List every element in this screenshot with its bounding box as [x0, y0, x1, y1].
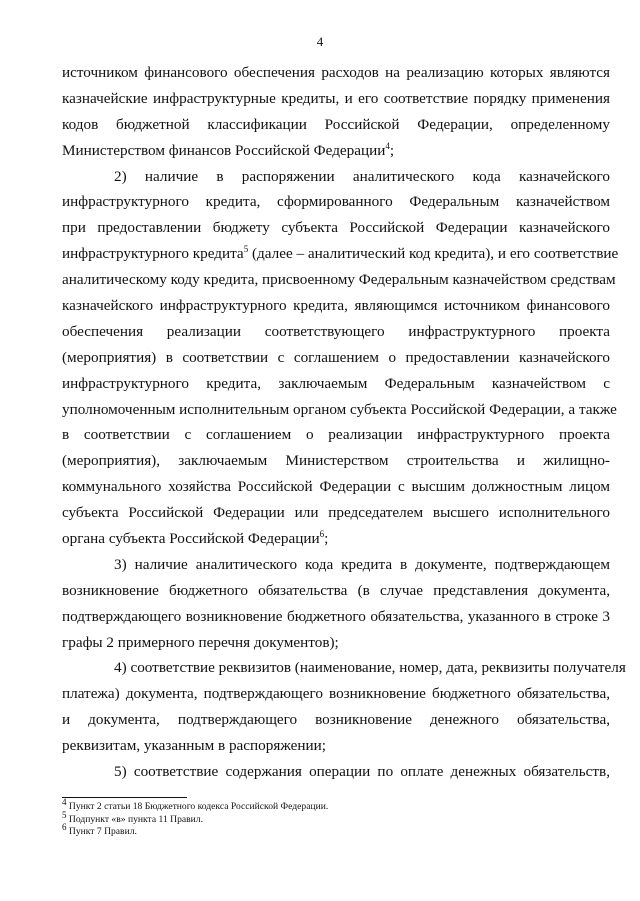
- line-text: платежа) документа, подтверждающего возникновение бюджетного обязательства,: [62, 685, 610, 703]
- page-number: 4: [316, 34, 324, 49]
- line-text: подтверждающего возникновение бюджетного обязательства, указанного в строке 3: [62, 607, 610, 625]
- paragraph: [62, 655, 626, 759]
- text-line: [62, 86, 610, 112]
- footnote-marker: 6: [319, 528, 325, 539]
- line-text: уполномоченным исполнительным органом субъекта Российской Федерации, а также: [62, 400, 617, 418]
- line-text-after-marker: ;: [389, 141, 395, 159]
- line-text-after-marker: ;: [324, 530, 329, 548]
- footnotes: [62, 796, 610, 839]
- paragraph: [62, 164, 619, 552]
- line-text-after-marker: (далее – аналитический код кредита), и его соответствие: [248, 245, 619, 263]
- line-text: источником финансового обеспечения расходов на реализацию которых являются: [62, 64, 610, 81]
- text-line: [62, 319, 610, 345]
- text-line: [62, 630, 610, 656]
- text-line: [62, 500, 610, 526]
- line-text: инфраструктурного кредита, сформированного Федеральным казначейством: [62, 193, 610, 211]
- footnote-number: 5: [62, 809, 67, 820]
- text-line: [62, 552, 610, 578]
- footnote-marker: 4: [385, 140, 390, 151]
- line-text: казначейского инфраструктурного кредита, являющимся источником финансового: [62, 297, 610, 315]
- text-line: [62, 215, 610, 241]
- text-line: [62, 371, 610, 397]
- footnote-text: Пункт 7 Правил.: [66, 826, 137, 837]
- text-line: [62, 733, 610, 759]
- line-text: субъекта Российской Федерации или председателем высшего исполнительного: [62, 504, 610, 522]
- line-text: в соответствии с соглашением о реализации инфраструктурного проекта: [62, 426, 610, 444]
- line-text: 5) соответствие содержания операции по оплате денежных обязательств,: [114, 763, 610, 781]
- text-line: [62, 112, 610, 138]
- footnote: [62, 821, 610, 839]
- footnote: [62, 809, 610, 827]
- text-line: [62, 474, 610, 500]
- line-text: Министерством финансов Российской Федерации: [62, 141, 386, 159]
- line-text: 2) наличие в распоряжении аналитического кода казначейского: [114, 167, 610, 185]
- text-line: [62, 604, 610, 630]
- footnote-text: Пункт 2 статьи 18 Бюджетного кодекса Российской Федерации.: [66, 801, 329, 812]
- text-line: [62, 293, 610, 319]
- text-line: [62, 759, 610, 785]
- footnote: [62, 796, 610, 814]
- paragraph: [62, 759, 610, 785]
- line-text: реквизитам, указанным в распоряжении;: [62, 737, 326, 755]
- text-line: [62, 422, 610, 448]
- text-line: [62, 241, 619, 267]
- line-text: возникновение бюджетного обязательства (в случае представления документа,: [62, 581, 610, 599]
- text-line: [62, 681, 610, 707]
- text-line: [62, 345, 610, 371]
- line-text: 3) наличие аналитического кода кредита в документе, подтверждающем: [114, 555, 610, 573]
- text-line: [62, 578, 610, 604]
- line-text: (мероприятия) в соответствии с соглашением о предоставлении казначейского: [62, 348, 610, 366]
- line-text: (мероприятия), заключаемым Министерством строительства и жилищно-: [62, 452, 610, 470]
- line-text: графы 2 примерного перечня документов);: [62, 633, 339, 651]
- footnote-number: 4: [62, 796, 67, 807]
- line-text: казначейские инфраструктурные кредиты, и его соответствие порядку применения: [62, 89, 610, 107]
- footnote-number: 6: [62, 821, 67, 832]
- footnote-text: Подпункт «в» пункта 11 Правил.: [66, 813, 203, 825]
- text-line: [62, 60, 610, 86]
- line-text: аналитическому коду кредита, присвоенному Федеральным казначейством средствам: [62, 271, 616, 289]
- line-text: и документа, подтверждающего возникновение денежного обязательства,: [62, 711, 610, 729]
- line-text: кодов бюджетной классификации Российской Федерации, определенному: [62, 115, 610, 133]
- paragraph: [62, 552, 610, 656]
- line-text: инфраструктурного кредита: [62, 245, 244, 263]
- text-line: [62, 526, 610, 552]
- text-line: [62, 164, 610, 190]
- text-line: [62, 655, 626, 681]
- text-line: [62, 267, 616, 293]
- line-text: инфраструктурного кредита, заключаемым Федеральным казначейством с: [62, 374, 610, 392]
- text-line: [62, 397, 617, 423]
- line-text: органа субъекта Российской Федерации: [62, 530, 320, 548]
- body-text: [62, 60, 626, 785]
- text-line: [62, 707, 610, 733]
- footnote-marker: 5: [243, 244, 249, 255]
- text-line: [62, 448, 610, 474]
- line-text: обеспечения реализации соответствующего инфраструктурного проекта: [62, 322, 610, 340]
- footnote-separator: [62, 797, 187, 798]
- line-text: 4) соответствие реквизитов (наименование, номер, дата, реквизиты получателя: [114, 659, 626, 677]
- paragraph: [62, 60, 610, 164]
- text-line: [62, 138, 610, 164]
- text-line: [62, 189, 610, 215]
- line-text: при предоставлении бюджету субъекта Российской Федерации казначейского: [62, 219, 610, 237]
- line-text: коммунального хозяйства Российской Федерации с высшим должностным лицом: [62, 478, 610, 496]
